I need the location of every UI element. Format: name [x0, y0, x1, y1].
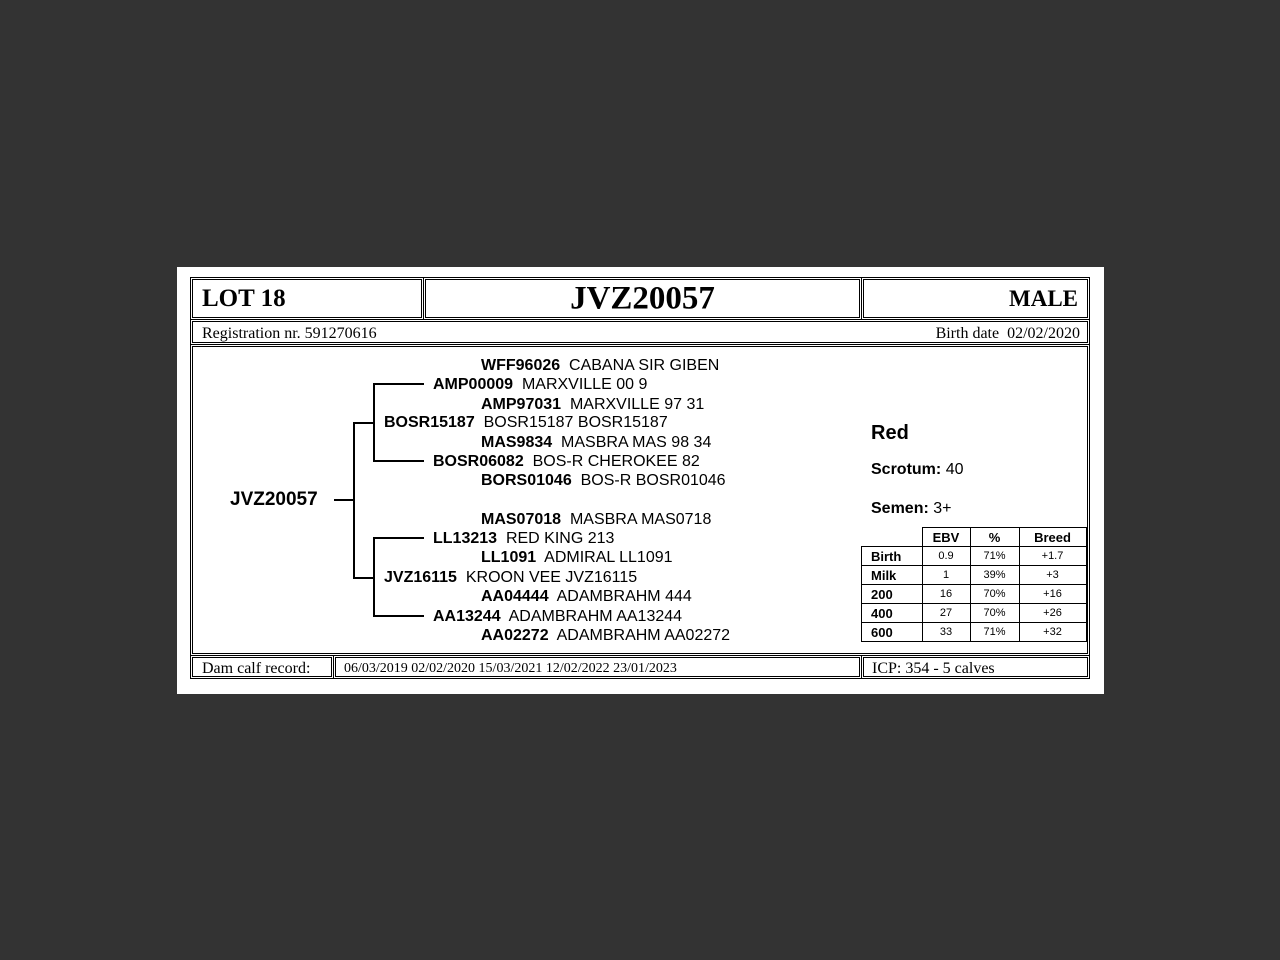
- dam-calf-label: Dam calf record:: [202, 660, 311, 677]
- icp-summary: ICP: 354 - 5 calves: [872, 660, 995, 677]
- animal-id-box: [423, 277, 862, 320]
- pedigree-sire-dam-sire: MAS9834 MASBRA MAS 98 34: [481, 434, 712, 451]
- dam-calf-record-box: [333, 655, 862, 679]
- pct-header: %: [970, 528, 1019, 547]
- table-row: Birth 0.9 71% +1.7: [862, 547, 1087, 566]
- dam-connector: [353, 577, 373, 579]
- sire-vertical: [373, 383, 375, 462]
- pedigree-sire-sire-dam: AMP97031 MARXVILLE 97 31: [481, 396, 705, 413]
- semen-grade: Semen: 3+: [871, 500, 952, 517]
- table-row: 400 27 70% +26: [862, 604, 1087, 623]
- dam-sire-connector: [373, 537, 424, 539]
- pedigree-sire: BOSR15187 BOSR15187 BOSR15187: [384, 414, 668, 431]
- pedigree-dam: JVZ16115 KROON VEE JVZ16115: [384, 569, 638, 586]
- table-row: 600 33 71% +32: [862, 623, 1087, 642]
- coat-color: Red: [871, 422, 909, 444]
- scrotum-measure: Scrotum: 40: [871, 461, 964, 478]
- pedigree-dam-sire: LL13213 RED KING 213: [433, 530, 615, 547]
- birth-date: Birth date 02/02/2020: [935, 325, 1080, 342]
- ebv-table: [861, 527, 1087, 642]
- lot-number: LOT 18: [202, 284, 286, 312]
- pedigree-subject: JVZ20057: [230, 489, 318, 510]
- subject-connector: [334, 499, 354, 501]
- animal-id-title: JVZ20057: [570, 280, 715, 316]
- sire-connector: [353, 422, 373, 424]
- ebv-header: EBV: [922, 528, 970, 547]
- pedigree-sire-sire-sire: WFF96026 CABANA SIR GIBEN: [481, 357, 720, 374]
- table-row: 200 16 70% +16: [862, 585, 1087, 604]
- sire-dam-connector: [373, 460, 424, 462]
- sex-label: MALE: [1009, 285, 1078, 311]
- sex-box: [861, 277, 1090, 320]
- icp-box: [861, 655, 1090, 679]
- pedigree-dam-sire-dam: LL1091 ADMIRAL LL1091: [481, 549, 673, 566]
- dam-vertical: [373, 537, 375, 617]
- pedigree-dam-dam-sire: AA04444 ADAMBRAHM 444: [481, 588, 692, 605]
- dam-dam-connector: [373, 615, 424, 617]
- parents-vertical: [353, 422, 355, 578]
- pedigree-sire-dam: BOSR06082 BOS-R CHEROKEE 82: [433, 453, 700, 470]
- lot-card: [177, 267, 1104, 694]
- pedigree-dam-dam-dam: AA02272 ADAMBRAHM AA02272: [481, 627, 731, 644]
- registration-row: [190, 319, 1090, 345]
- table-row: Milk 1 39% +3: [862, 566, 1087, 585]
- dam-calf-label-box: [190, 655, 334, 679]
- pedigree-sire-dam-dam: BORS01046 BOS-R BOSR01046: [481, 472, 726, 489]
- registration-number: Registration nr. 591270616: [202, 325, 377, 342]
- ebv-header-row: [862, 528, 1087, 547]
- pedigree-dam-sire-sire: MAS07018 MASBRA MAS0718: [481, 511, 712, 528]
- breed-header: Breed: [1019, 528, 1086, 547]
- sire-sire-connector: [373, 383, 424, 385]
- pedigree-sire-sire: AMP00009 MARXVILLE 00 9: [433, 376, 648, 393]
- lot-box: [190, 277, 424, 320]
- pedigree-dam-dam: AA13244 ADAMBRAHM AA13244: [433, 608, 683, 625]
- dam-calf-dates: 06/03/2019 02/02/2020 15/03/2021 12/02/2022 23/01/2023: [344, 661, 677, 676]
